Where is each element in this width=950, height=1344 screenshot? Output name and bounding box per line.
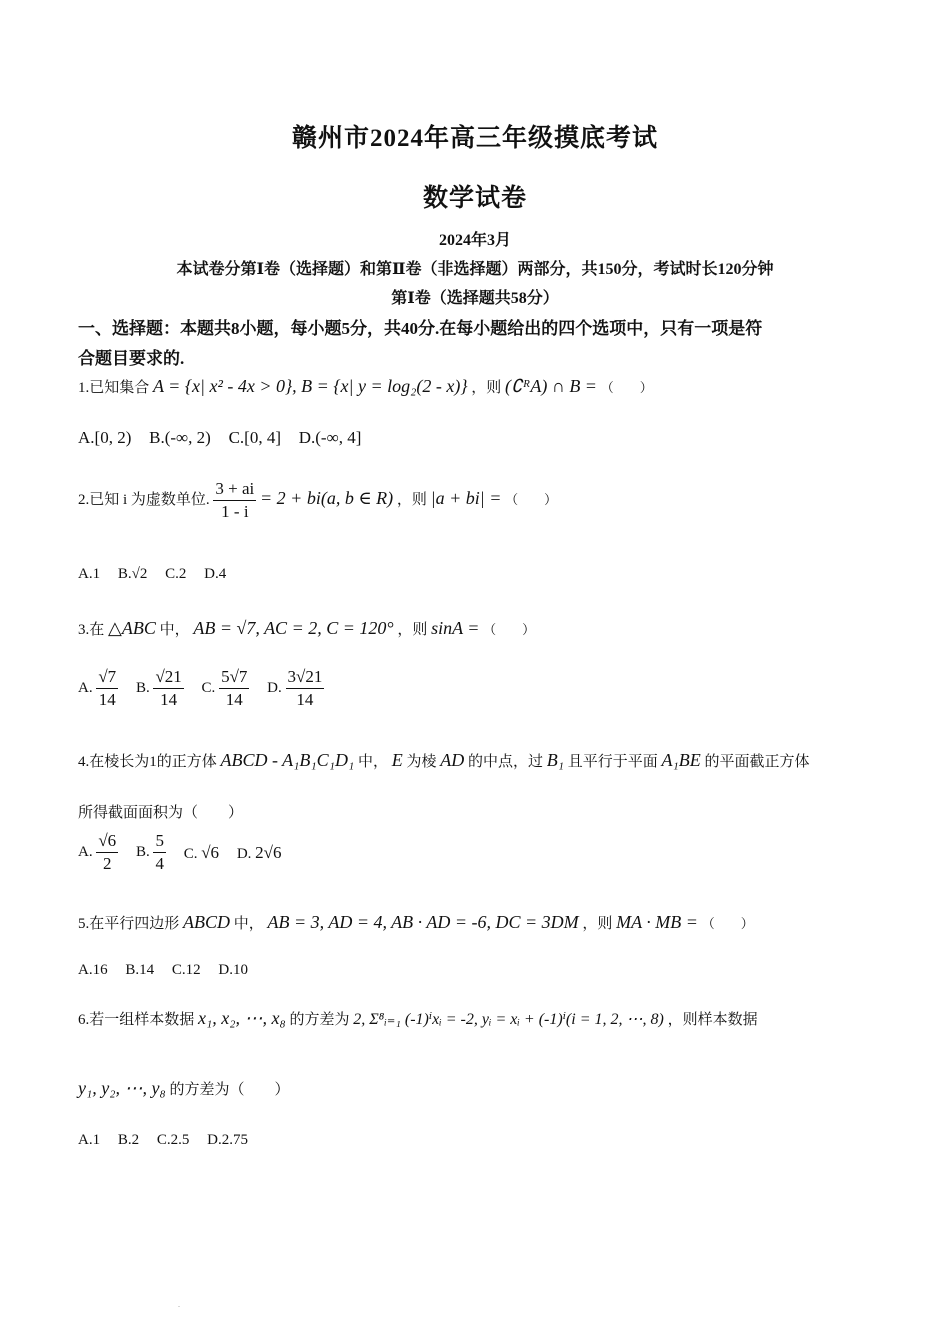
q3-math-b: AB = √7, AC = 2, C = 120° (193, 618, 394, 638)
q5-stem-c: ，则 (582, 916, 613, 932)
q2-option-d: D.4 (204, 566, 227, 583)
q4-math-c: AD (440, 750, 465, 770)
footer-mark: . (178, 1300, 180, 1309)
q2-fraction-denominator: 1 - i (221, 502, 249, 521)
q3-option-c-label: C. (201, 679, 216, 696)
q5-options (78, 962, 262, 979)
q6-stem-d: 的方差为（ ） (169, 1082, 290, 1098)
q3-option-d-fraction (286, 666, 325, 711)
q3-option-b (136, 666, 184, 711)
q2-math-b: |a + bi| = (430, 487, 502, 508)
q5-option-b: B.14 (125, 962, 155, 979)
q3-option-a-numerator: √7 (96, 666, 118, 689)
q3-option-b-label: B. (135, 679, 150, 696)
q6-math-b: 2, Σ⁸ᵢ₌₁ (-1)ⁱxᵢ = -2, yᵢ = xᵢ + (-1)ⁱ(i = 1, 2, ⋯, 8) (353, 1011, 664, 1028)
q3-option-c-numerator: 5√7 (219, 666, 249, 689)
q3-option-c-denominator: 14 (225, 690, 243, 709)
q4-stem-line2: 所得截面面积为（ ） (78, 805, 244, 821)
q4-option-b-fraction (153, 830, 166, 875)
q3-option-d-numerator: 3√21 (286, 666, 325, 689)
q4-option-c-label: C. (183, 845, 198, 862)
q2-option-c: C.2 (165, 566, 187, 583)
question-1 (78, 376, 653, 397)
exam-subtitle: 数学试卷 (422, 185, 527, 212)
q6-option-c: C.2.5 (156, 1132, 190, 1149)
q5-math-b: AB = 3, AD = 4, AB · AD = -6, DC = 3DM (267, 912, 579, 932)
question-6-line2 (78, 1078, 290, 1099)
q4-stem-a: 4.在棱长为1的正方体 (78, 754, 217, 770)
q2-option-b: B.√2 (117, 566, 148, 583)
section-heading-line1: 一、选择题：本题共8小题，每小题5分，共40分.在每小题给出的四个选项中，只有一项是符 (78, 319, 763, 338)
q3-option-b-denominator: 14 (160, 690, 178, 709)
q4-option-d-label: D. (236, 845, 252, 862)
q4-option-b (136, 830, 166, 875)
q3-option-c-fraction (219, 666, 249, 711)
q6-option-b: B.2 (117, 1132, 140, 1149)
q4-stem-f: 的平面截正方体 (704, 754, 810, 770)
exam-title: 赣州市2024年高三年级摸底考试 (291, 125, 658, 152)
section-heading-line2: 合题目要求的. (78, 349, 185, 368)
q1-answer-blank: （ ） (600, 380, 653, 395)
q4-option-b-denominator: 4 (155, 854, 164, 873)
q3-option-c (202, 666, 250, 711)
q6-math-c: y₁, y₂, ⋯, y₈ (78, 1078, 166, 1098)
q5-math-a: ABCD (183, 912, 231, 932)
q2-stem-b: ，则 (396, 491, 427, 508)
q4-math-e: A₁BE (661, 750, 701, 770)
q1-math-a: A = {x| x² - 4x > 0}, B = {x| y = log₂(2 - x)} (153, 376, 468, 396)
q2-stem-a: 2.已知 i 为虚数单位. (78, 491, 210, 508)
q6-stem-a: 6.若一组样本数据 (78, 1012, 195, 1028)
q5-math-c: MA · MB = (616, 912, 698, 932)
q6-option-d: D.2.75 (207, 1132, 248, 1149)
q2-options (78, 566, 240, 583)
q6-options (78, 1132, 262, 1149)
q3-stem-b: 中， (159, 622, 190, 638)
question-4 (78, 750, 810, 771)
question-6 (78, 1008, 758, 1029)
q3-stem-a: 3.在 (78, 622, 105, 638)
q6-stem-b: 的方差为 (289, 1012, 350, 1028)
q3-option-b-fraction (153, 666, 183, 711)
q1-options (78, 428, 375, 448)
q3-option-a (78, 666, 118, 711)
q1-option-b: B.(-∞, 2) (149, 428, 211, 447)
q4-math-d: B₁ (546, 750, 565, 770)
q6-stem-c: ，则样本数据 (667, 1012, 758, 1028)
q3-option-a-denominator: 14 (98, 690, 116, 709)
q5-stem-a: 5.在平行四边形 (78, 916, 180, 932)
q4-option-d (237, 843, 282, 863)
q4-option-d-value: 2√6 (255, 842, 282, 862)
q5-answer-blank: （ ） (701, 916, 754, 931)
part-heading: 第Ⅰ卷（选择题共58分） (391, 290, 559, 307)
q3-options (78, 666, 338, 711)
q3-option-a-label: A. (78, 679, 93, 696)
q3-stem-c: ，则 (397, 622, 428, 638)
q1-option-d: D.(-∞, 4] (298, 428, 362, 447)
q4-option-a (78, 830, 118, 875)
q4-option-a-fraction (96, 830, 118, 875)
q4-stem-d: 的中点，过 (468, 754, 544, 770)
q2-option-a: A.1 (78, 566, 101, 583)
q4-stem-e: 且平行于平面 (567, 754, 658, 770)
q4-option-a-numerator: √6 (96, 830, 118, 853)
q5-option-d: D.10 (218, 962, 248, 979)
q2-math-a: = 2 + bi(a, b ∈ R) (260, 487, 394, 508)
q2-answer-blank: （ ） (505, 491, 558, 507)
q3-math-a: △ABC (108, 618, 156, 638)
q1-stem-a: 1.已知集合 (78, 380, 150, 396)
q4-option-a-label: A. (78, 843, 93, 860)
exam-date: 2024年3月 (438, 232, 511, 249)
q4-math-b: E (391, 750, 403, 770)
q3-option-d (267, 666, 324, 711)
q2-fraction (213, 478, 256, 523)
question-3 (78, 618, 535, 639)
q1-stem-b: ，则 (471, 380, 502, 396)
q6-option-a: A.1 (78, 1132, 101, 1149)
q4-option-a-denominator: 2 (103, 854, 112, 873)
q1-option-c: C.[0, 4] (228, 428, 281, 447)
q1-option-a: A.[0, 2) (78, 428, 132, 447)
q4-stem-c: 为棱 (406, 754, 437, 770)
q3-option-a-fraction (96, 666, 118, 711)
q2-fraction-numerator: 3 + ai (213, 478, 256, 501)
q3-option-d-denominator: 14 (296, 690, 314, 709)
q4-options (78, 830, 296, 875)
q3-math-c: sinA = (431, 618, 480, 638)
q4-option-c-value: √6 (201, 842, 220, 862)
q3-answer-blank: （ ） (483, 622, 536, 637)
q5-stem-b: 中， (233, 916, 264, 932)
q4-option-b-numerator: 5 (153, 830, 166, 853)
q4-stem-b: 中， (357, 754, 388, 770)
q3-option-b-numerator: √21 (153, 666, 183, 689)
q4-math-a: ABCD - A₁B₁C₁D₁ (220, 750, 355, 770)
q4-option-b-label: B. (135, 843, 150, 860)
q6-math-a: x₁, x₂, ⋯, x₈ (198, 1008, 286, 1028)
exam-info: 本试卷分第Ⅰ卷（选择题）和第Ⅱ卷（非选择题）两部分，共150分，考试时长120分钟 (176, 261, 774, 278)
question-2 (78, 478, 557, 523)
q1-math-b: (∁ᴿA) ∩ B = (505, 376, 597, 396)
q4-option-c (184, 843, 219, 863)
question-5 (78, 912, 754, 933)
q5-option-a: A.16 (78, 962, 108, 979)
q5-option-c: C.12 (171, 962, 201, 979)
q3-option-d-label: D. (267, 679, 282, 696)
